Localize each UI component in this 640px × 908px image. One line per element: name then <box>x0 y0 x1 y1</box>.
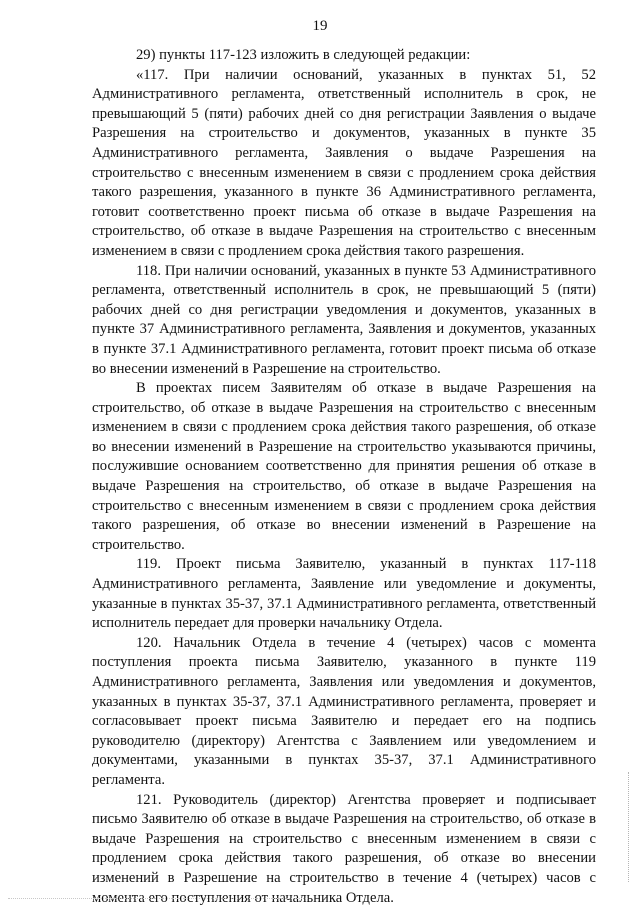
scan-artifact-bottom <box>8 896 308 899</box>
paragraph-119: 119. Проект письма Заявителю, указанный в пунктах 117-118 Административного регламента, Заявление или уведомление и документы, указанные в пунктах 35-37, 37.1 Административного регламента, ответственный исполнитель передает для проверки начальнику Отдела. <box>92 556 596 632</box>
page-number: 19 <box>312 18 328 34</box>
paragraph-120: 120. Начальник Отдела в течение 4 (четырех) часов с момента поступления проекта письма Заявителю, указанного в пункте 119 Административного регламента, Заявления или уведомления и документов, указанных в пунктах 35-37, 37.1 Административного регламента, проверяет и согласовывает проект письма Заявителю и передает его на подпись руководителю (директору) Агентства с Заявлением или уведомлением и документами, указанными в пунктах 35-37, 37.1 Административного регламента. <box>92 634 596 788</box>
paragraph-118: 118. При наличии оснований, указанных в пункте 53 Административного регламента, ответственный исполнитель в срок, не превышающий 5 (пяти) рабочих дней со дня регистрации уведомления и документов, указанных в пункте 37 Административного регламента, Заявления и документов, указанных в пункте 37.1 Административного регламента, готовит проект письма об отказе во внесении изменений в Разрешение на строительство. <box>92 262 596 377</box>
document-body <box>92 46 596 908</box>
paragraph-refusal-reasons: В проектах писем Заявителям об отказе в выдаче Разрешения на строительство, об отказе в выдаче Разрешения на строительство с внесенным изменением в связи с продлением срока действия такого разрешения, об отказе во внесении изменений в Разрешение на строительство указываются причины, послужившие основанием соответственно для принятия решения об отказе в выдаче Разрешения на строительство, об отказе в выдаче Разрешения на строительство с внесенным изменением в связи с продлением срока действия такого разрешения, об отказе во внесении изменений в Разрешение на строительство. <box>92 380 596 553</box>
paragraph-117: «117. При наличии оснований, указанных в пунктах 51, 52 Административного регламента, ответственный исполнитель в срок, не превышающий 5 (пяти) рабочих дней со дня регистрации Заявления о выдаче Разрешения на строительство и документов, указанных в пункте 35 Административного регламента, Заявления о выдаче Разрешения на строительство с внесенным изменением в связи с продлением срока действия такого разрешения, указанного в пункте 36 Административного регламента, готовит соответственно проект письма об отказе в выдаче Разрешения на строительство, об отказе в выдаче Разрешения на строительство с внесенным изменением в связи с продлением срока действия такого разрешения. <box>92 66 596 259</box>
paragraph-intro: 29) пункты 117-123 изложить в следующей редакции: <box>136 47 471 63</box>
scan-artifact <box>628 772 632 882</box>
paragraph-121: 121. Руководитель (директор) Агентства проверяет и подписывает письмо Заявителю об отказе в выдаче Разрешения на строительство, об отказе в выдаче Разрешения на строительство с внесенным изменением в связи с продлением срока действия такого разрешения, об отказе во внесении изменений в Разрешение на строительство в течение 4 (четырех) часов с момента его поступления от начальника Отдела. <box>92 791 596 906</box>
